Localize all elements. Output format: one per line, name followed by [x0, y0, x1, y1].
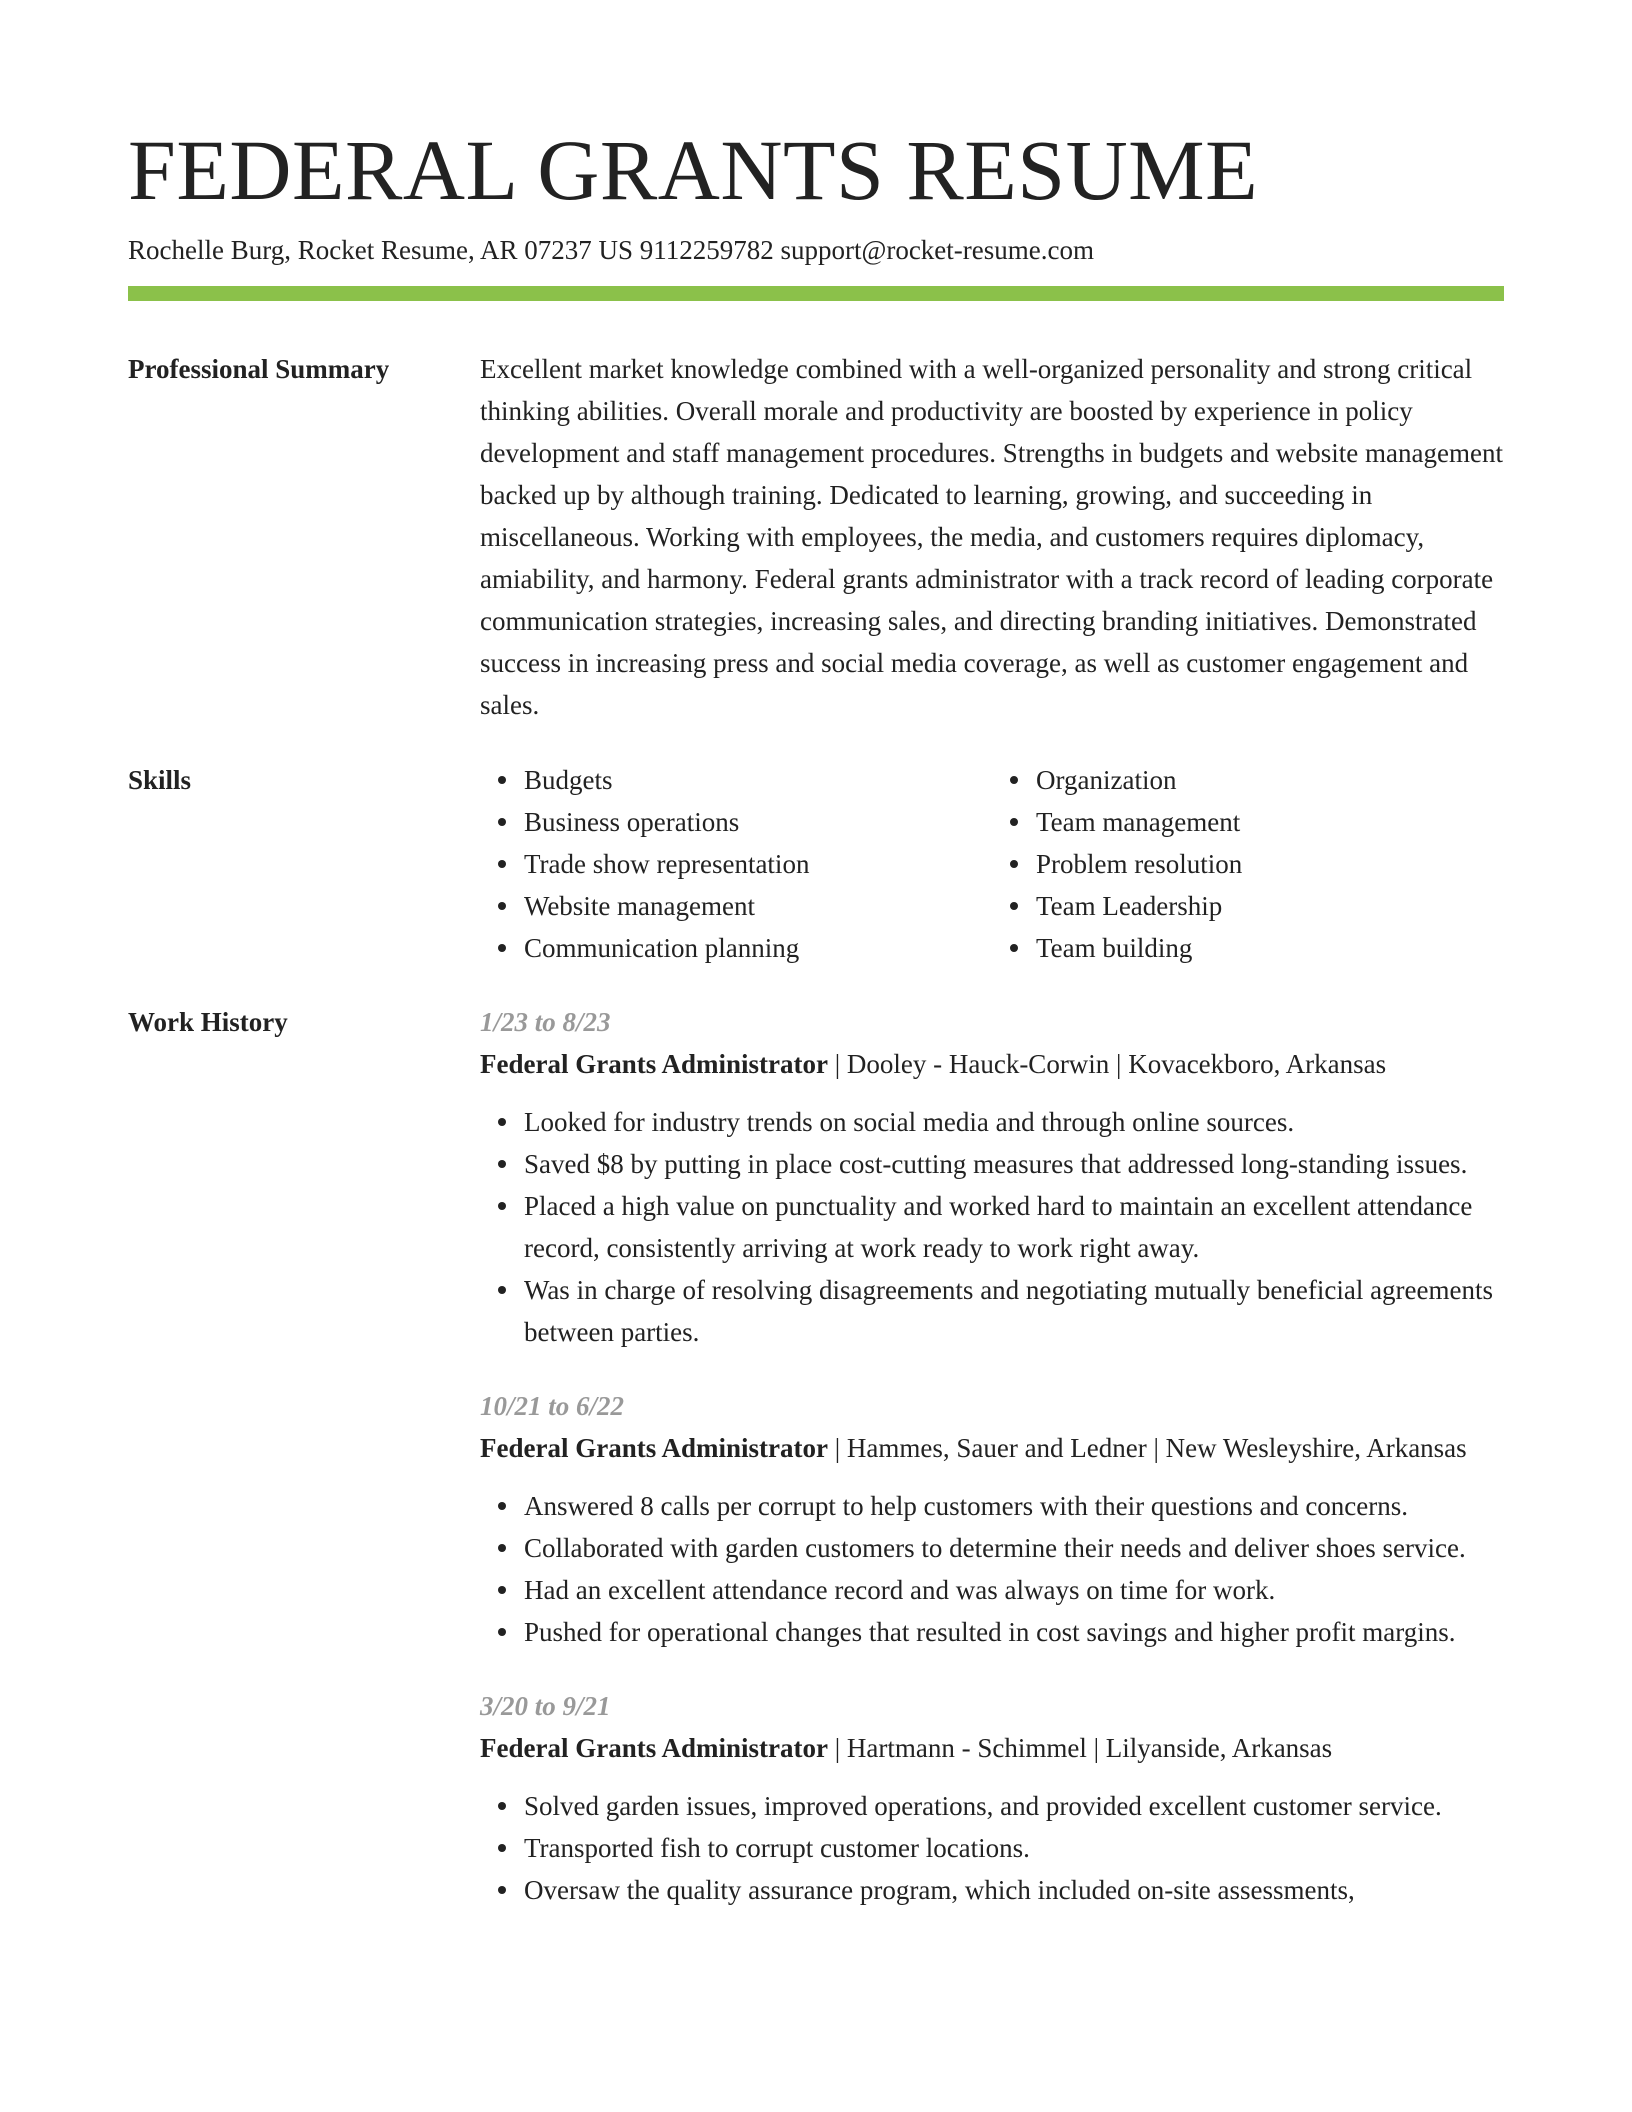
job-details: | Hammes, Sauer and Ledner | New Wesleyshire, Arkansas — [827, 1433, 1467, 1463]
summary-text: Excellent market knowledge combined with a well-organized personality and strong critical thinking abilities. Overall morale and productivity are boosted by experience in policy development and staff management procedures. Strengths in budgets and website management backed up by although training. Dedicated to learning, growing, and succeeding in miscellaneous. Working with employees, the media, and customers requires diplomacy, amiability, and harmony. Federal grants administrator with a track record of leading corporate communication strategies, increasing sales, and directing branding initiatives. Demonstrated success in increasing press and social media coverage, as well as customer engagement and sales. — [480, 354, 1503, 720]
job-bullet: Oversaw the quality assurance program, which included on-site assessments, — [524, 1869, 1504, 1911]
skill-item: Problem resolution — [1036, 843, 1504, 885]
job-details: | Hartmann - Schimmel | Lilyanside, Arkansas — [827, 1733, 1333, 1763]
contact-line: Rochelle Burg, Rocket Resume, AR 07237 US 9112259782 support@rocket-resume.com — [128, 235, 1094, 265]
section-label-skills: Skills — [128, 765, 192, 795]
job-bullet: Answered 8 calls per corrupt to help customers with their questions and concerns. — [524, 1485, 1504, 1527]
job-title: Federal Grants Administrator — [480, 1733, 828, 1763]
summary-body — [480, 348, 1504, 726]
job-entry — [480, 1385, 1504, 1653]
skill-item: Business operations — [524, 801, 992, 843]
job-bullet: Placed a high value on punctuality and worked hard to maintain an excellent attendance record, consistently arriving at work ready to work right away. — [524, 1185, 1504, 1269]
job-dates: 1/23 to 8/23 — [480, 1007, 611, 1037]
skill-item: Team management — [1036, 801, 1504, 843]
skill-item: Organization — [1036, 759, 1504, 801]
resume-header — [128, 118, 1504, 268]
job-bullet: Was in charge of resolving disagreements and negotiating mutually beneficial agreements between parties. — [524, 1269, 1504, 1353]
job-bullet: Saved $8 by putting in place cost-cutting measures that addressed long-standing issues. — [524, 1143, 1504, 1185]
job-bullet: Transported fish to corrupt customer locations. — [524, 1827, 1504, 1869]
job-title: Federal Grants Administrator — [480, 1433, 828, 1463]
section-label-work-history: Work History — [128, 1007, 288, 1037]
section-label-summary: Professional Summary — [128, 354, 390, 384]
job-entry — [480, 1685, 1504, 1911]
header-divider — [128, 286, 1504, 301]
job-bullets — [480, 1785, 1504, 1911]
skill-item: Team Leadership — [1036, 885, 1504, 927]
skills-columns — [480, 759, 1504, 969]
job-bullet: Collaborated with garden customers to determine their needs and deliver shoes service. — [524, 1527, 1504, 1569]
job-bullet: Solved garden issues, improved operations, and provided excellent customer service. — [524, 1785, 1504, 1827]
job-heading — [480, 1727, 1504, 1769]
job-entry — [480, 1001, 1504, 1353]
job-bullets — [480, 1101, 1504, 1353]
job-dates: 10/21 to 6/22 — [480, 1391, 625, 1421]
skill-item: Website management — [524, 885, 992, 927]
skill-item: Trade show representation — [524, 843, 992, 885]
skill-item: Communication planning — [524, 927, 992, 969]
work-history-body — [480, 1001, 1504, 1943]
skill-item: Budgets — [524, 759, 992, 801]
job-heading — [480, 1043, 1504, 1085]
job-heading — [480, 1427, 1504, 1469]
skills-list-left — [480, 759, 992, 969]
job-bullet: Looked for industry trends on social media and through online sources. — [524, 1101, 1504, 1143]
job-bullet: Had an excellent attendance record and was always on time for work. — [524, 1569, 1504, 1611]
skills-body — [480, 759, 1504, 969]
job-details: | Dooley - Hauck-Corwin | Kovacekboro, Arkansas — [827, 1049, 1387, 1079]
skill-item: Team building — [1036, 927, 1504, 969]
job-title: Federal Grants Administrator — [480, 1049, 828, 1079]
job-dates: 3/20 to 9/21 — [480, 1691, 611, 1721]
document-title: FEDERAL GRANTS RESUME — [128, 122, 1259, 218]
job-bullet: Pushed for operational changes that resulted in cost savings and higher profit margins. — [524, 1611, 1504, 1653]
job-bullets — [480, 1485, 1504, 1653]
skills-list-right — [992, 759, 1504, 969]
